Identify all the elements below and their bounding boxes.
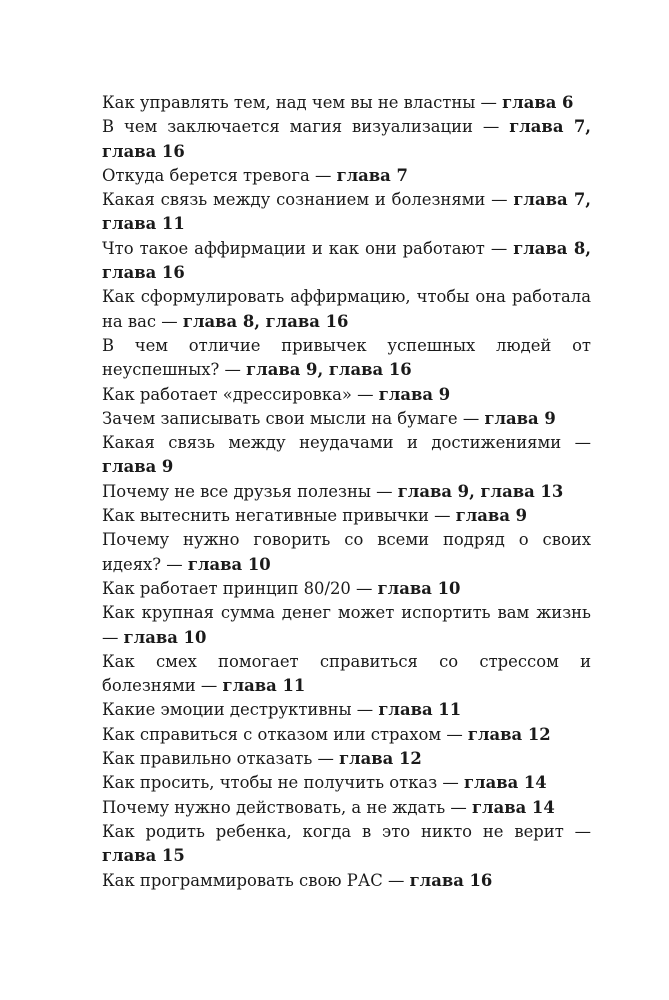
entry-question: Почему нужно говорить со всеми подряд о своих идеях? — [102, 530, 591, 574]
index-entry [102, 407, 591, 431]
entry-chapter-ref: глава 11 [222, 676, 306, 696]
index-entry [102, 91, 591, 115]
entry-question: Откуда берется тревога — [102, 165, 337, 185]
entry-chapter-ref: глава 14 [463, 773, 547, 793]
entry-chapter-ref: глава 9 [484, 408, 556, 428]
entry-question: Зачем записывать свои мысли на бумаге — [102, 408, 485, 428]
topic-index-list [102, 91, 591, 893]
entry-question: В чем отличие привычек успешных людей от неуспешных? — [102, 335, 591, 380]
entry-question: Почему нужно действовать, а не ждать — [102, 797, 472, 817]
entry-question: Как управлять тем, над чем вы не властны — [102, 93, 503, 112]
entry-chapter-ref: глава 7, глава 11 [102, 190, 591, 234]
index-entry [102, 577, 591, 601]
entry-question: Что такое аффирмации и как они работают — [102, 238, 514, 258]
index-entry [102, 747, 591, 771]
index-entry [102, 650, 591, 699]
entry-chapter-ref: глава 16 [409, 870, 493, 890]
entry-chapter-ref: глава 8, глава 16 [102, 238, 591, 283]
index-entry [102, 796, 591, 820]
entry-question: Какая связь между сознанием и болезнями — [102, 190, 514, 210]
index-entry [102, 480, 591, 504]
entry-question: Как правильно отказать — [102, 749, 340, 769]
index-entry [102, 698, 591, 722]
entry-chapter-ref: глава 9, глава 16 [246, 360, 412, 380]
index-entry [102, 528, 591, 577]
entry-question: Как работает «дрессировка» — [102, 384, 379, 404]
entry-chapter-ref: глава 11 [378, 700, 462, 720]
index-entry [102, 188, 591, 237]
entry-chapter-ref: глава 9 [455, 506, 528, 526]
entry-question: Почему не все друзья полезны — [102, 481, 398, 501]
index-entry [102, 723, 591, 747]
entry-question: Как справиться с отказом или страхом — [102, 724, 468, 744]
entry-question: В чем заключается магия визуализации — [102, 117, 510, 137]
index-entry [102, 504, 591, 528]
entry-chapter-ref: глава 7, глава 16 [102, 117, 591, 161]
index-entry [102, 334, 591, 383]
entry-question: Как просить, чтобы не получить отказ — [102, 773, 464, 793]
entry-question: Как крупная сумма денег может испортить вам жизнь — [102, 603, 591, 647]
entry-question: Как вытеснить негативные привычки — [102, 506, 456, 526]
index-entry [102, 820, 591, 869]
index-entry [102, 285, 591, 334]
entry-chapter-ref: глава 10 [187, 554, 271, 574]
entry-question: Как родить ребенка, когда в это никто не верит — [102, 821, 591, 841]
entry-chapter-ref: глава 9 [102, 457, 174, 477]
entry-chapter-ref: глава 10 [377, 578, 461, 598]
entry-question: Как работает принцип 80/20 — [102, 578, 378, 598]
entry-question: Как смех помогает справиться со стрессом и болезнями — [102, 651, 591, 696]
index-entry [102, 771, 591, 795]
entry-question: Какая связь между неудачами и достижениями — [102, 433, 591, 453]
entry-question: Как программировать свою РАС — [102, 870, 410, 890]
index-entry [102, 383, 591, 407]
index-entry [102, 115, 591, 164]
entry-chapter-ref: глава 15 [102, 846, 185, 866]
index-entry [102, 869, 591, 893]
entry-chapter-ref: глава 8, глава 16 [182, 311, 349, 331]
entry-chapter-ref: глава 6 [502, 93, 574, 112]
entry-question: Какие эмоции деструктивны — [102, 700, 379, 720]
entry-chapter-ref: глава 12 [339, 749, 422, 769]
entry-chapter-ref: глава 12 [467, 724, 551, 744]
entry-chapter-ref: глава 10 [123, 627, 207, 647]
index-entry [102, 164, 591, 188]
entry-chapter-ref: глава 14 [471, 797, 555, 817]
entry-question: Как сформулировать аффирмацию, чтобы она работала на вас — [102, 287, 591, 331]
index-entry [102, 237, 591, 286]
entry-chapter-ref: глава 9 [378, 384, 451, 404]
index-entry [102, 601, 591, 650]
entry-chapter-ref: глава 7 [336, 165, 408, 185]
entry-chapter-ref: глава 9, глава 13 [397, 481, 564, 501]
index-entry [102, 431, 591, 480]
